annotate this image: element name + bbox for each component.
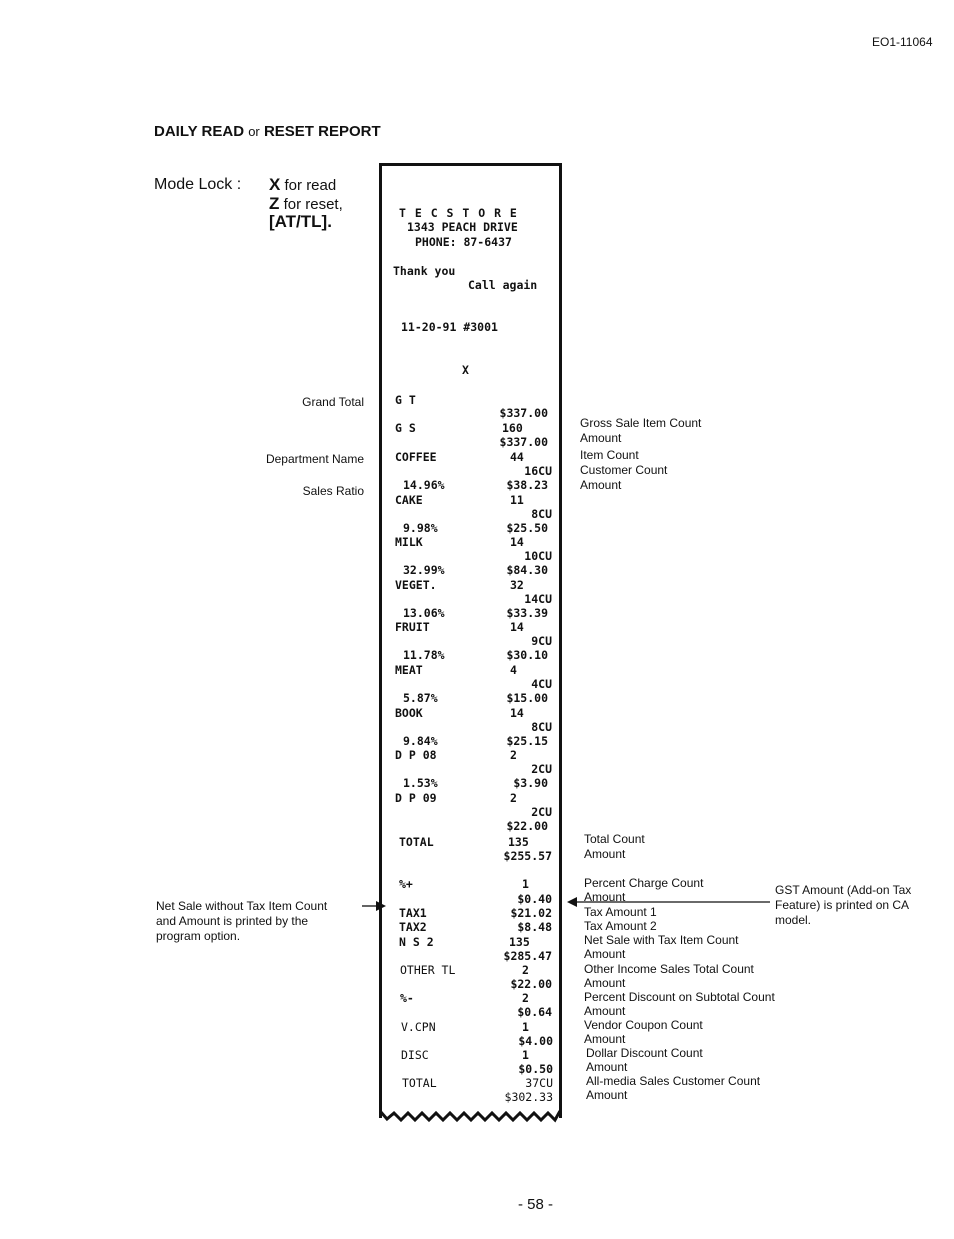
dept-name: BOOK (395, 705, 423, 720)
receipt-address: 1343 PEACH DRIVE (407, 220, 518, 234)
note-net-sale-line-1: Net Sale without Tax Item Count (156, 899, 328, 913)
pct-minus-amount: $0.64 (517, 1005, 552, 1019)
dept-name: COFFEE (395, 450, 437, 464)
receipt-mode: X (462, 363, 469, 377)
total-label: TOTAL (399, 835, 434, 849)
receipt-phone: PHONE: 87-6437 (415, 235, 512, 249)
total2-cust: 37CU (525, 1076, 553, 1090)
dept-customer-count: 4CU (531, 677, 552, 691)
label-all-media-count: All-media Sales Customer Count (586, 1074, 761, 1088)
label-pct-charge-count: Percent Charge Count (584, 876, 704, 890)
vcpn-label: V.CPN (401, 1020, 436, 1034)
dept-amount: $30.10 (506, 648, 548, 663)
dept-amount: $84.30 (506, 563, 548, 578)
dept-item-count: 44 (510, 450, 524, 464)
dept-amount: $25.50 (506, 520, 548, 535)
disc-amount: $0.50 (518, 1062, 553, 1076)
dept-name: FRUIT (395, 620, 430, 635)
dept-sales-ratio: 9.98% (403, 520, 438, 535)
dept-sales-ratio: 9.84% (403, 733, 438, 748)
label-dept-amount: Amount (580, 478, 622, 492)
arrow-net-sale (362, 901, 386, 911)
other-amount: $22.00 (510, 977, 552, 991)
dept-sales-ratio: 32.99% (403, 563, 445, 578)
dept-name: CAKE (395, 492, 423, 507)
at-tl-key: [AT/TL]. (269, 212, 332, 231)
dept-customer-count: 2CU (531, 762, 552, 777)
total-amount: $255.57 (503, 849, 552, 863)
title-part-3: RESET REPORT (263, 123, 381, 140)
label-dollar-discount-amount: Amount (586, 1060, 628, 1074)
label-pct-charge-amount: Amount (584, 890, 626, 904)
disc-count: 1 (522, 1048, 529, 1062)
dept-amount: $22.00 (506, 818, 548, 833)
gt-amount: $337.00 (499, 406, 548, 420)
mode-lock-label: Mode Lock : (154, 176, 242, 193)
dept-customer-count: 10CU (524, 549, 552, 564)
label-other-amount: Amount (584, 976, 626, 990)
x-text: for read (284, 177, 337, 194)
tax1-amount: $21.02 (510, 906, 552, 920)
dept-item-count: 4 (510, 663, 517, 677)
dept-sales-ratio: 11.78% (403, 648, 445, 663)
pct-plus-count: 1 (522, 877, 529, 891)
dept-item-count: 14 (510, 705, 524, 720)
vcpn-count: 1 (522, 1020, 529, 1034)
note-gst-line-1: GST Amount (Add-on Tax (775, 883, 912, 897)
dept-sales-ratio: 5.87% (403, 691, 438, 705)
disc-label: DISC (401, 1048, 429, 1062)
label-vendor-coupon-amount: Amount (584, 1032, 626, 1046)
dept-customer-count: 8CU (531, 506, 552, 521)
dept-customer-count: 16CU (524, 464, 552, 478)
other-count: 2 (522, 963, 529, 977)
label-pct-discount-amount: Amount (584, 1004, 626, 1018)
title-part-1: DAILY READ (154, 123, 245, 140)
label-other-count: Other Income Sales Total Count (584, 962, 754, 976)
pct-plus-label: %+ (399, 877, 413, 891)
dept-item-count: 14 (510, 535, 524, 550)
dept-item-count: 11 (510, 492, 524, 507)
receipt-thank-you: Thank you (393, 264, 456, 278)
label-item-count: Item Count (580, 448, 639, 462)
gs-label: G S (395, 421, 416, 435)
dept-name: MEAT (395, 663, 423, 677)
other-label: OTHER TL (400, 963, 456, 977)
pct-minus-label: %- (400, 991, 414, 1005)
note-net-sale-line-3: program option. (156, 929, 241, 943)
label-gs-item-count: Gross Sale Item Count (580, 416, 702, 430)
dept-customer-count: 2CU (531, 804, 552, 819)
dept-name: D P 09 (395, 790, 437, 805)
tax2-amount: $8.48 (517, 920, 552, 934)
note-gst-line-2: Feature) is printed on CA (775, 898, 910, 912)
tax2-label: TAX2 (399, 920, 427, 934)
dept-sales-ratio: 13.06% (403, 605, 445, 620)
dept-amount: $33.39 (506, 605, 548, 620)
dept-amount: $38.23 (506, 478, 548, 492)
ns2-amount: $285.47 (503, 949, 552, 963)
x-key: X (269, 175, 281, 194)
page-number: - 58 - (518, 1196, 554, 1213)
label-net-sale-count: Net Sale with Tax Item Count (584, 933, 739, 947)
document-id: EO1-11064 (872, 35, 933, 49)
receipt-store-name: T E C S T O R E (399, 206, 518, 220)
total2-amount: $302.33 (504, 1090, 553, 1104)
label-all-media-amount: Amount (586, 1088, 628, 1102)
pct-minus-count: 2 (522, 991, 529, 1005)
label-pct-discount-count: Percent Discount on Subtotal Count (584, 990, 775, 1004)
title-part-2: or (248, 124, 260, 139)
z-text: for reset, (283, 196, 343, 213)
z-key: Z (269, 194, 280, 213)
label-total-amount: Amount (584, 847, 626, 861)
label-tax-amount-1: Tax Amount 1 (584, 905, 657, 919)
label-total-count: Total Count (584, 832, 645, 846)
label-department-name: Department Name (265, 452, 364, 466)
ns2-count: 135 (509, 935, 530, 949)
total-count: 135 (508, 835, 529, 849)
tax1-label: TAX1 (399, 906, 427, 920)
receipt-call-again: Call again (468, 278, 538, 292)
dept-amount: $15.00 (506, 691, 548, 705)
dept-amount: $3.90 (513, 776, 548, 791)
gs-count: 160 (502, 421, 523, 435)
label-vendor-coupon-count: Vendor Coupon Count (584, 1018, 703, 1032)
dept-name: MILK (395, 535, 423, 550)
dept-item-count: 32 (510, 577, 524, 592)
label-tax-amount-2: Tax Amount 2 (584, 919, 657, 933)
vcpn-amount: $4.00 (518, 1034, 553, 1048)
label-gs-amount: Amount (580, 431, 622, 445)
dept-sales-ratio: 1.53% (403, 776, 438, 791)
dept-customer-count: 8CU (531, 719, 552, 734)
arrow-gst (567, 897, 770, 907)
label-grand-total: Grand Total (302, 395, 364, 409)
dept-item-count: 2 (510, 748, 517, 763)
dept-amount: $25.15 (506, 733, 548, 748)
pct-plus-amount: $0.40 (517, 892, 552, 906)
dept-sales-ratio: 14.96% (403, 478, 445, 492)
label-sales-ratio: Sales Ratio (302, 484, 364, 498)
dept-customer-count: 9CU (531, 634, 552, 649)
note-net-sale-line-2: and Amount is printed by the (156, 914, 309, 928)
dept-customer-count: 14CU (524, 591, 552, 606)
label-dollar-discount-count: Dollar Discount Count (586, 1046, 703, 1060)
label-net-sale-amount: Amount (584, 947, 626, 961)
dept-item-count: 2 (510, 790, 517, 805)
note-gst-line-3: model. (775, 913, 812, 927)
dept-item-count: 14 (510, 620, 524, 635)
dept-name: D P 08 (395, 748, 437, 763)
label-customer-count: Customer Count (580, 463, 668, 477)
dept-name: VEGET. (395, 577, 437, 592)
receipt-date-line: 11-20-91 #3001 (401, 320, 498, 334)
total2-label: TOTAL (402, 1076, 437, 1090)
ns2-label: N S 2 (399, 935, 434, 949)
gs-amount: $337.00 (499, 435, 548, 449)
gt-label: G T (395, 393, 416, 407)
